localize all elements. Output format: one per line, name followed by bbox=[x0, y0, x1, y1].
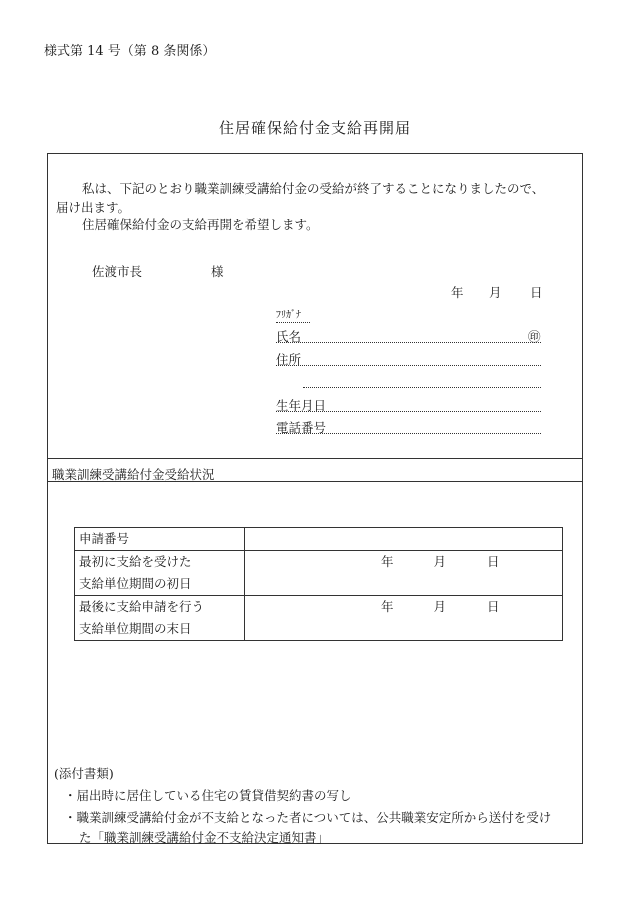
benefit-status-table bbox=[74, 527, 563, 641]
furigana-underline bbox=[276, 307, 310, 323]
addressee-name: 佐渡市長 bbox=[92, 264, 143, 279]
day-label: 日 bbox=[487, 599, 500, 614]
document-title: 住居確保給付金支給再開届 bbox=[218, 119, 411, 137]
attachment-item: ・届出時に居住している住宅の賃貸借契約書の写し bbox=[64, 788, 352, 803]
intro-line-1: 私は、下記のとおり職業訓練受講給付金の受給が終了することになりましたので、 bbox=[82, 181, 545, 196]
first-period-date-cell[interactable] bbox=[245, 551, 563, 596]
date-year-label: 年 bbox=[451, 285, 464, 300]
seal-mark: ㊞ bbox=[528, 329, 541, 344]
table-row bbox=[75, 551, 563, 596]
attachment-item-continued: た「職業訓練受講給付金不支給決定通知書」 bbox=[79, 830, 330, 845]
row-label: 最初に支給を受けた 支給単位期間の初日 bbox=[75, 551, 245, 596]
date-month-label: 月 bbox=[489, 285, 502, 300]
table-row bbox=[75, 528, 563, 551]
address-field-line-2[interactable] bbox=[303, 372, 541, 388]
table-row bbox=[75, 596, 563, 641]
form-number: 様式第 14 号（第 8 条関係） bbox=[44, 44, 216, 59]
form-frame bbox=[47, 153, 583, 844]
attachments-heading: (添付書類) bbox=[54, 766, 114, 781]
addressee-honorific: 様 bbox=[211, 264, 224, 279]
name-field[interactable] bbox=[276, 327, 541, 343]
furigana-label: ﾌﾘｶﾞﾅ bbox=[276, 310, 301, 321]
row-label: 最後に支給申請を行う 支給単位期間の末日 bbox=[75, 596, 245, 641]
phone-field[interactable] bbox=[276, 418, 541, 434]
year-label: 年 bbox=[381, 599, 394, 614]
section-divider-bottom bbox=[47, 481, 583, 482]
month-label: 月 bbox=[433, 599, 447, 614]
section-divider-top bbox=[47, 458, 583, 459]
day-label: 日 bbox=[487, 554, 500, 569]
address-label: 住所 bbox=[276, 352, 302, 367]
last-period-date-cell[interactable] bbox=[245, 596, 563, 641]
month-label: 月 bbox=[433, 554, 447, 569]
row-label: 申請番号 bbox=[75, 528, 245, 551]
date-day-label: 日 bbox=[530, 285, 543, 300]
birthdate-label: 生年月日 bbox=[276, 398, 327, 413]
intro-line-3: 住居確保給付金の支給再開を希望します。 bbox=[82, 217, 319, 232]
year-label: 年 bbox=[381, 554, 394, 569]
address-field[interactable] bbox=[276, 350, 541, 366]
phone-label: 電話番号 bbox=[276, 420, 327, 435]
section-heading: 職業訓練受講給付金受給状況 bbox=[52, 467, 215, 482]
name-label: 氏名 bbox=[276, 329, 302, 344]
birthdate-field[interactable] bbox=[276, 396, 541, 412]
attachment-item: ・職業訓練受講給付金が不支給となった者については、公共職業安定所から送付を受け bbox=[64, 810, 552, 825]
intro-line-2: 届け出ます。 bbox=[56, 200, 131, 215]
application-number-cell[interactable] bbox=[245, 528, 563, 551]
